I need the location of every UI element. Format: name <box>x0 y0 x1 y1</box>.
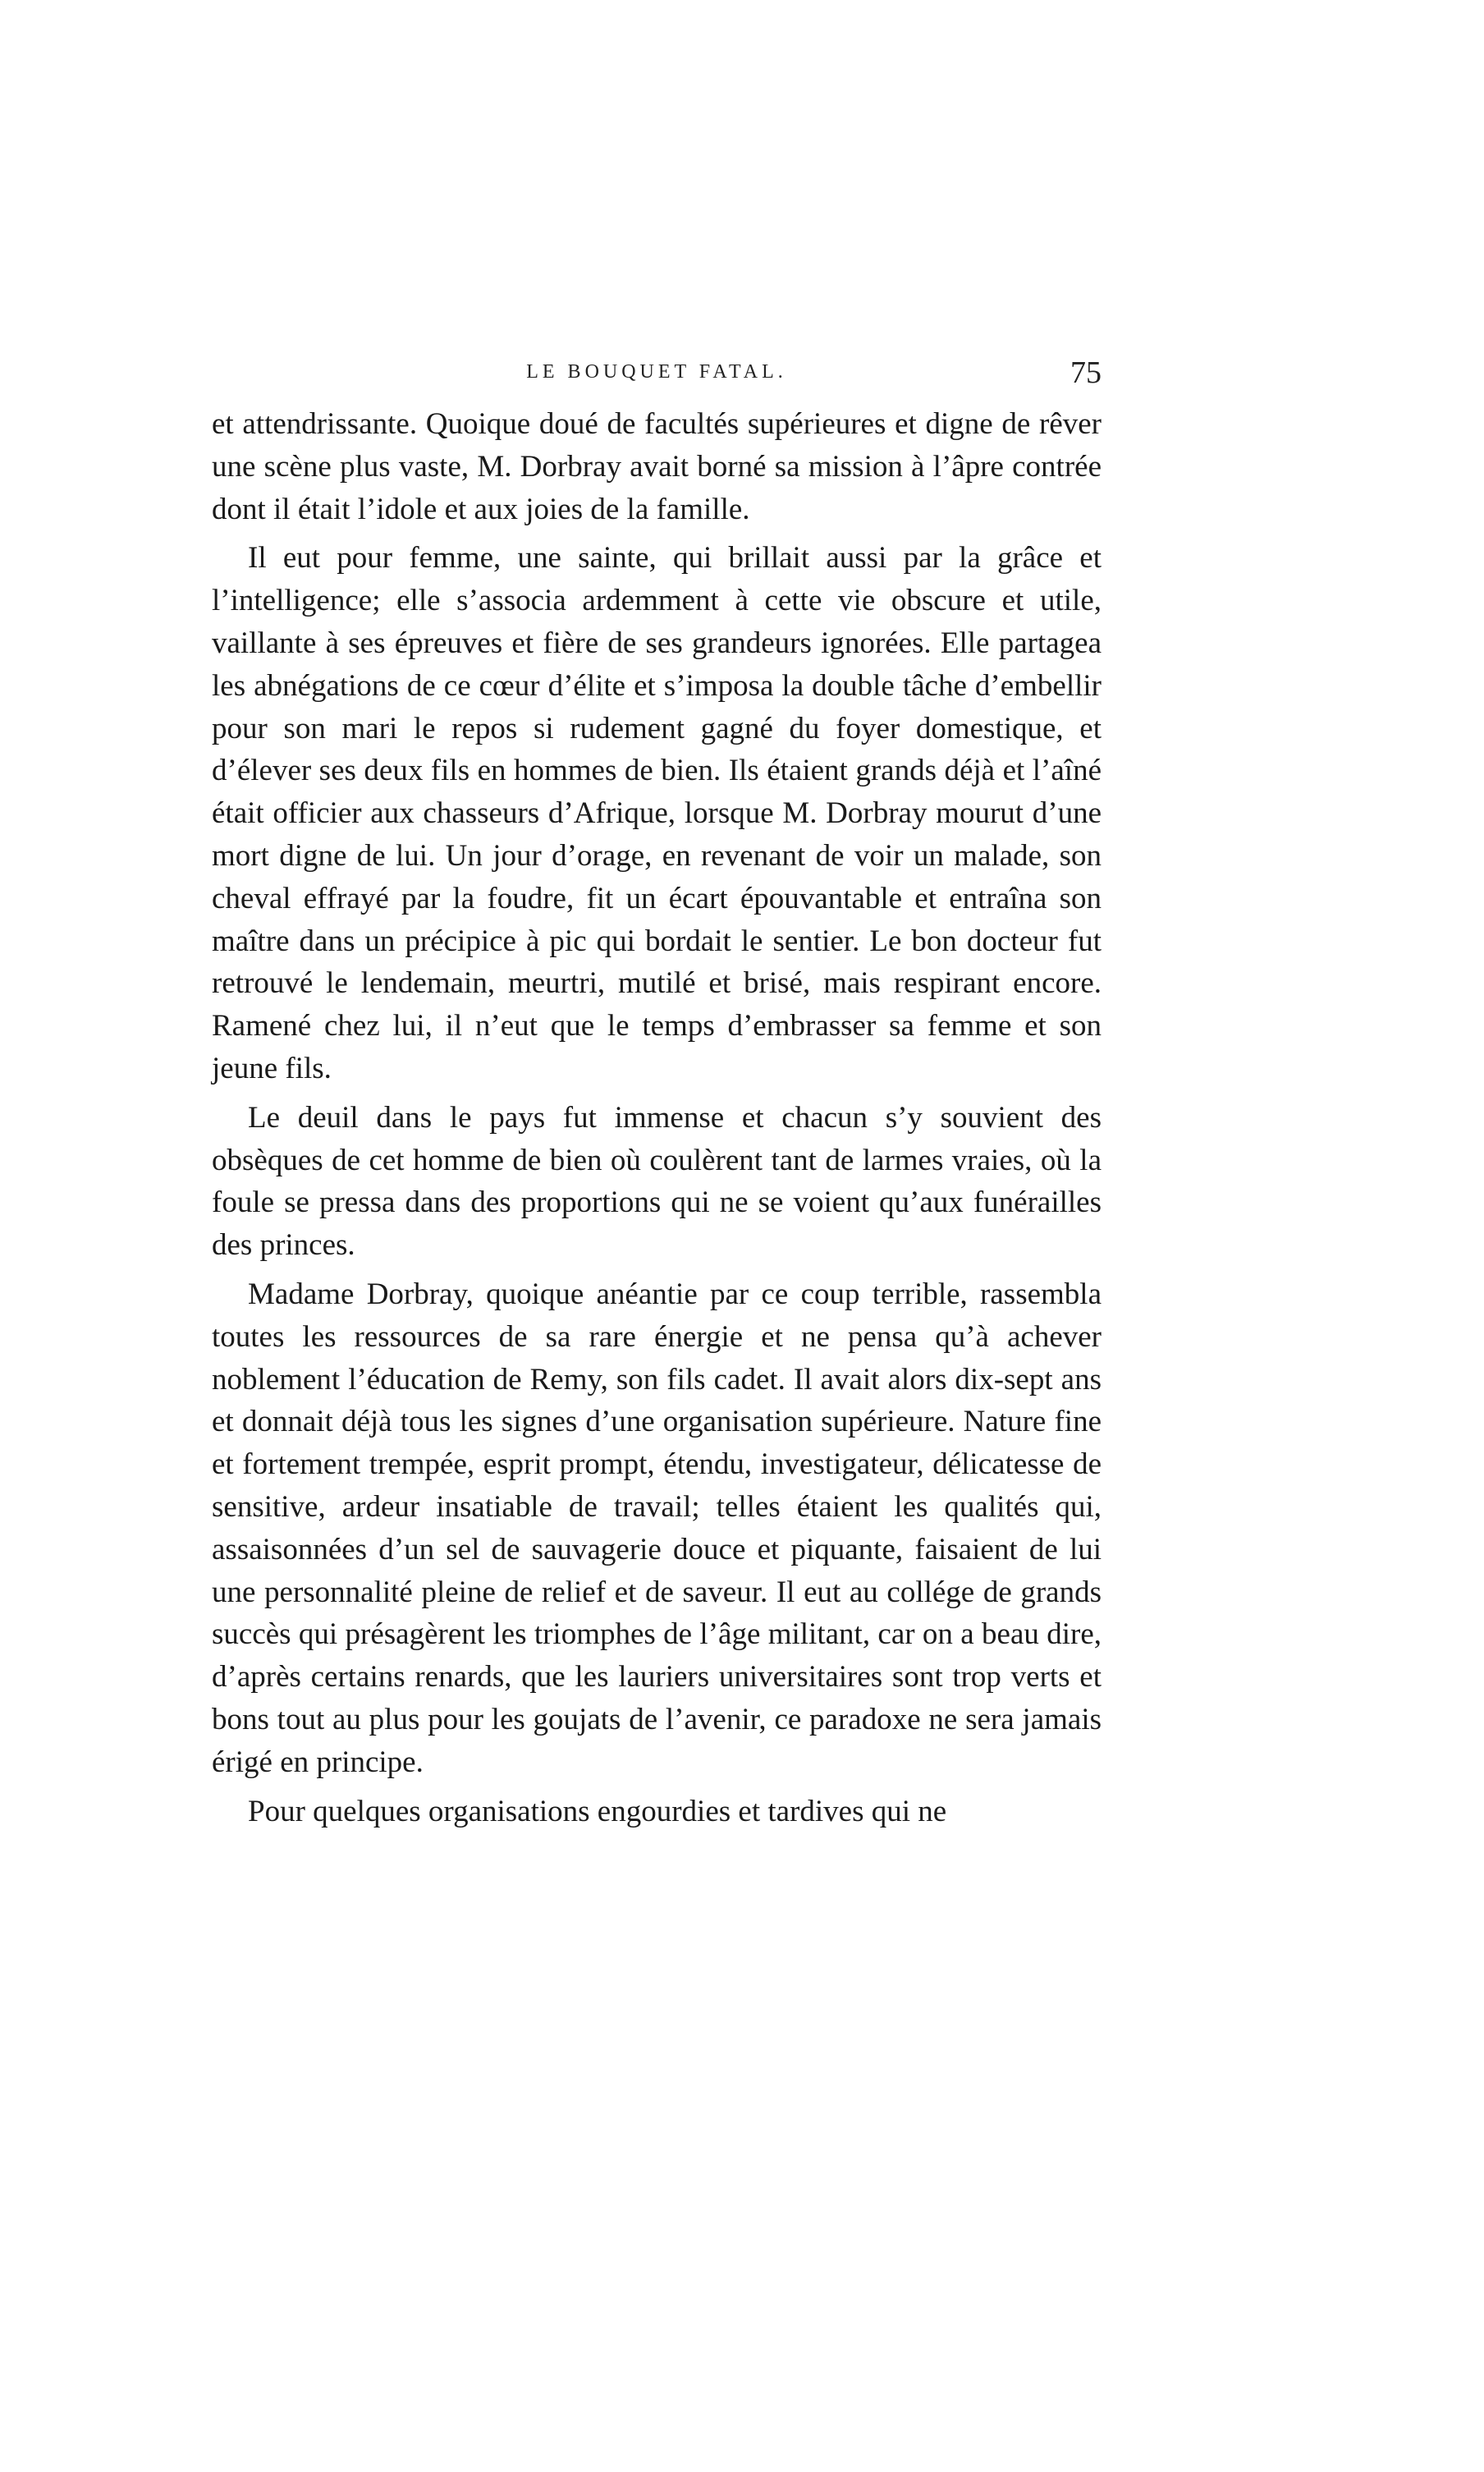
paragraph: et attendrissante. Quoique doué de facultés supérieures et digne de rêver une scène plus vaste, M. Dorbray avait borné sa mission à l’âpre contrée dont il était l’idole et aux joies de la famille. <box>212 407 1102 526</box>
running-title: LE BOUQUET FATAL. <box>526 361 787 383</box>
text-body <box>212 403 1102 1832</box>
page-number: 75 <box>1070 355 1102 390</box>
page-header <box>212 355 1102 396</box>
paragraph: Le deuil dans le pays fut immense et chacun s’y souvient des obsèques de cet homme de bien où coulèrent tant de larmes vraies, où la foule se pressa dans des proportions qui ne se voient qu’aux funérailles des princes. <box>212 1100 1102 1263</box>
paragraph: Madame Dorbray, quoique anéantie par ce coup terrible, rassembla toutes les ressources de sa rare énergie et ne pensa qu’à achever noblement l’éducation de Remy, son fils cadet. Il avait alors dix-sept ans et donnait déjà tous les signes d’une organisation supérieure. Nature fine et fortement trempée, esprit prompt, étendu, investigateur, délicatesse de sensitive, ardeur insatiable de travail; telles étaient les qualités qui, assaisonnées d’un sel de sauvagerie douce et piquante, faisaient de lui une personnalité pleine de relief et de saveur. Il eut au collége de grands succès qui présagèrent les triomphes de l’âge militant, car on a beau dire, d’après certains renards, que les lauriers universitaires sont trop verts et bons tout au plus pour les goujats de l’avenir, ce paradoxe ne sera jamais érigé en principe. <box>212 1277 1102 1779</box>
paragraph: Il eut pour femme, une sainte, qui brillait aussi par la grâce et l’intelligence; elle s’associa ardemment à cette vie obscure et utile, vaillante à ses épreuves et fière de ses grandeurs ignorées. Elle partagea les abnégations de ce cœur d’élite et s’imposa la double tâche d’embellir pour son mari le repos si rudement gagné du foyer domestique, et d’élever ses deux fils en hommes de bien. Ils étaient grands déjà et l’aîné était officier aux chasseurs d’Afrique, lorsque M. Dorbray mourut d’une mort digne de lui. Un jour d’orage, en revenant de voir un malade, son cheval effrayé par la foudre, fit un écart épouvantable et entraîna son maître dans un précipice à pic qui bordait le sentier. Le bon docteur fut retrouvé le lendemain, meurtri, mutilé et brisé, mais respirant encore. Ramené chez lui, il n’eut que le temps d’embrasser sa femme et son jeune fils. <box>212 541 1102 1085</box>
paragraph: Pour quelques organisations engourdies et tardives qui ne <box>248 1794 947 1828</box>
